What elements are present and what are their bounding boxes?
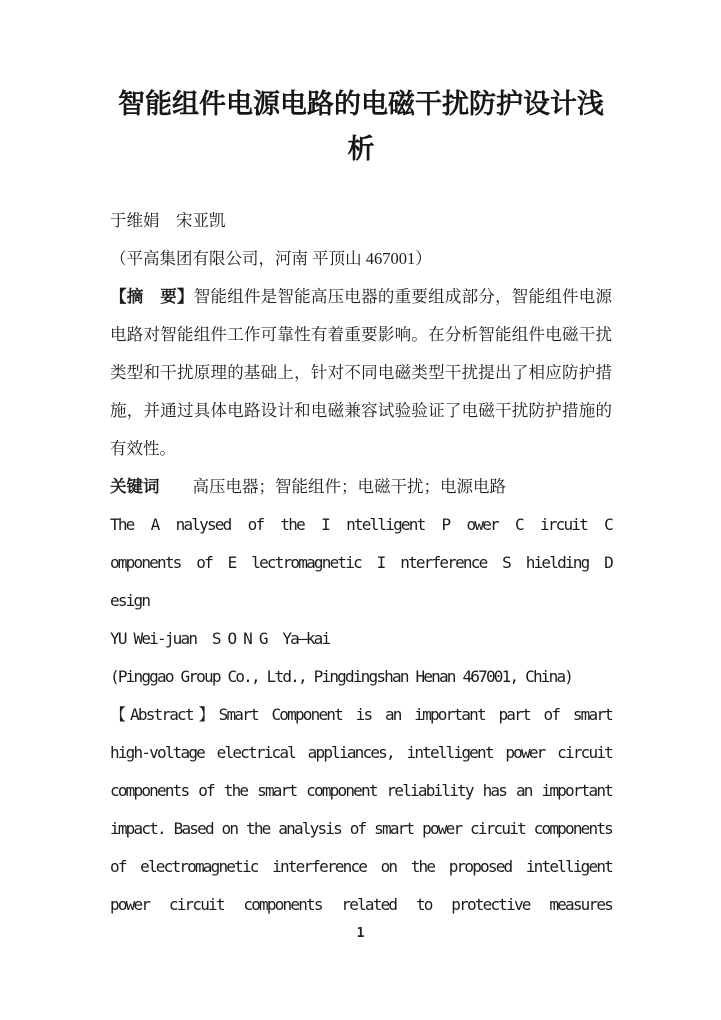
abstract-zh-line-5: 有效性。 — [110, 439, 176, 458]
page-number: 1 — [356, 926, 365, 941]
keywords-label: 关键词 — [110, 477, 160, 496]
abstract-zh-line-4: 施，并通过具体电路设计和电磁兼容试验验证了电磁干扰防护措施的 — [110, 401, 612, 420]
abstract-zh-line-1-text: 智能组件是智能高压电器的重要组成部分，智能组件电源 — [193, 287, 613, 306]
abstract-zh-line-1 — [110, 278, 612, 316]
authors-english: YU Wei-juan S O N G Ya—kai — [110, 629, 330, 648]
abstract-en-line-5: of electromagnetic interference on the proposed intelligent — [110, 857, 612, 876]
abstract-en-line-1-text: Smart Component is an important part of smart — [218, 705, 612, 724]
title-en-line-1: The A nalysed of the I ntelligent P ower C ircuit C — [110, 515, 612, 534]
affiliation-chinese: （平高集团有限公司，河南 平顶山 467001） — [110, 249, 432, 268]
abstract-en-label: 【Abstract】 — [110, 705, 219, 724]
authors-chinese: 于维娟 宋亚凯 — [110, 211, 226, 230]
keywords-text: 高压电器；智能组件；电磁干扰；电源电路 — [159, 477, 506, 496]
title-en-line-3: esign — [110, 591, 150, 610]
abstract-zh-line-3: 类型和干扰原理的基础上，针对不同电磁类型干扰提出了相应防护措 — [110, 363, 612, 382]
abstract-en-line-1 — [110, 696, 612, 734]
abstract-zh-label: 【摘 要】 — [110, 287, 194, 306]
abstract-en-line-2: high-voltage electrical appliances, intelligent power circuit — [110, 743, 612, 762]
affiliation-english: (Pinggao Group Co., Ltd., Pingdingshan Henan 467001, China) — [110, 667, 573, 686]
abstract-en-line-4: impact. Based on the analysis of smart power circuit components — [110, 819, 612, 838]
keywords-line — [110, 468, 612, 506]
document-body — [110, 202, 612, 924]
abstract-en-line-3: components of the smart component reliability has an important — [110, 781, 612, 800]
paper-title-chinese: 智能组件电源电路的电磁干扰防护设计浅析 — [118, 89, 604, 164]
abstract-zh-line-2: 电路对智能组件工作可靠性有着重要影响。在分析智能组件电磁干扰 — [110, 325, 612, 344]
title-en-line-2: omponents of E lectromagnetic I nterference S hielding D — [110, 553, 612, 572]
abstract-en-line-6: power circuit components related to protective measures — [110, 895, 612, 914]
